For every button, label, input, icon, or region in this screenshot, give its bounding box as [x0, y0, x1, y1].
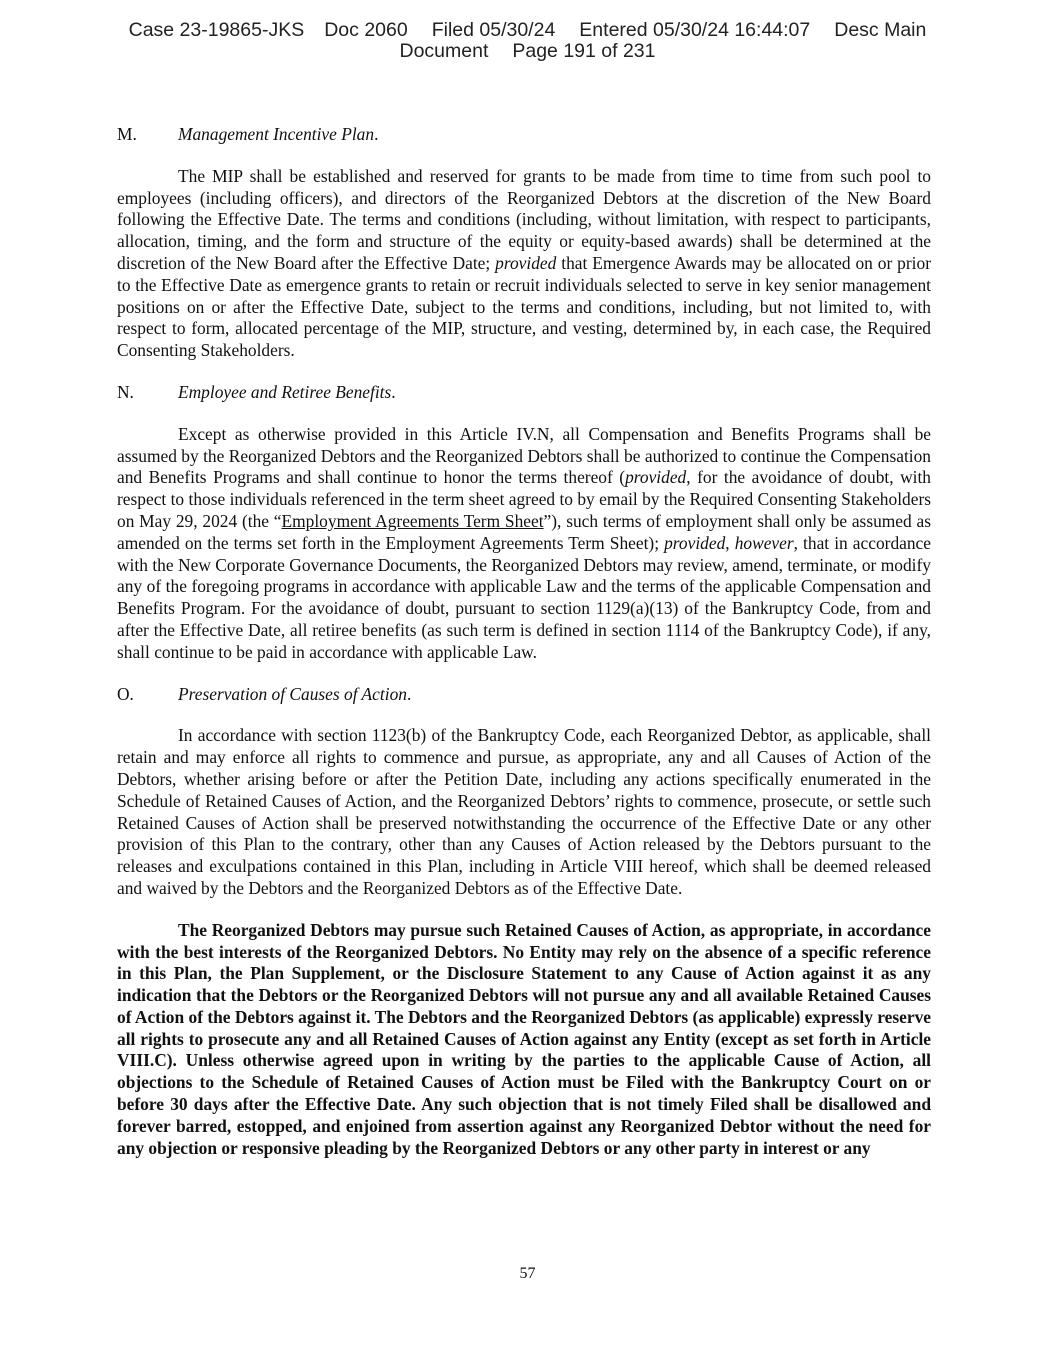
section-title: Employee and Retiree Benefits	[178, 381, 392, 402]
document-body	[117, 124, 931, 1159]
filing-header-line-1	[0, 20, 1055, 41]
section-heading-o: O. Preservation of Causes of Action.	[117, 683, 412, 704]
filing-header-line-2	[0, 41, 1055, 62]
page-number: 57	[519, 1265, 536, 1282]
page-of-total: Page 191 of 231	[512, 40, 656, 62]
filed-date: Filed 05/30/24	[431, 19, 556, 41]
doc-number: Doc 2060	[324, 19, 408, 41]
section-letter: O.	[117, 683, 134, 704]
section-title: Management Incentive Plan	[178, 124, 375, 144]
section-letter: N.	[117, 381, 134, 402]
paragraph-benefits: Except as otherwise provided in this Article IV.N, all Compensation and Benefits Programs shall be assumed by the Reorganized Debtors and the Reorganized Debtors shall be authorized to continue the Compensation and Benefits Programs and shall continue to honor the terms thereof (provided, for the avoidance of doubt, with respect to those individuals referenced in the term sheet agreed to by email by the Required Consenting Stakeholders on May 29, 2024 (the “Employment Agreements Term Sheet”), such terms of employment shall only be assumed as amended on the terms set forth in the Employment Agreements Term Sheet); provided, however, that in accordance with the New Corporate Governance Documents, the Reorganized Debtors may review, amend, terminate, or modify any of the foregoing programs in accordance with applicable Law and the terms of the applicable Compensation and Benefits Program. For the avoidance of doubt, pursuant to section 1129(a)(13) of the Bankruptcy Code, from and after the Effective Date, all retiree benefits (as such term is defined in section 1114 of the Bankruptcy Code), if any, shall continue to be paid in accordance with applicable Law.	[117, 423, 931, 662]
paragraph-causes-of-action: In accordance with section 1123(b) of the Bankruptcy Code, each Reorganized Debtor, as applicable, shall retain and may enforce all rights to commence and pursue, as appropriate, any and all Causes of Action of the Debtors, whether arising before or after the Petition Date, including any actions specifically enumerated in the Schedule of Retained Causes of Action, and the Reorganized Debtors’ rights to commence, prosecute, or settle such Retained Causes of Action shall be preserved notwithstanding the occurrence of the Effective Date or any other provision of this Plan to the contrary, other than any Causes of Action released by the Debtors pursuant to the releases and exculpations contained in this Plan, including in Article VIII hereof, which shall be deemed released and waived by the Debtors and the Reorganized Debtors as of the Effective Date.	[117, 725, 931, 898]
defined-term: Employment Agreements Term Sheet	[281, 510, 544, 531]
document-label: Document	[399, 40, 489, 62]
section-heading-m: M. Management Incentive Plan.	[117, 124, 379, 144]
desc-main: Desc Main	[834, 19, 927, 41]
paragraph-mip: The MIP shall be established and reserved for grants to be made from time to time from such pool to employees (including officers), and directors of the Reorganized Debtors at the discretion of the New Board following the Effective Date. The terms and conditions (including, without limitation, with respect to participants, allocation, timing, and the form and structure of the equity or equity-based awards) shall be determined at the discretion of the New Board after the Effective Date; provided that Emergence Awards may be allocated on or prior to the Effective Date as emergence grants to retain or recruit individuals selected to serve in key senior management positions on or after the Effective Date, subject to the terms and conditions, including, but not limited to, with respect to form, allocated percentage of the MIP, structure, and vesting, determined by, in each case, the Required Consenting Stakeholders.	[117, 165, 931, 361]
section-letter: M.	[117, 124, 137, 144]
filing-header	[0, 20, 1055, 62]
case-number: Case 23-19865-JKS	[128, 19, 305, 41]
section-title: Preservation of Causes of Action	[178, 683, 407, 704]
entered-date: Entered 05/30/24 16:44:07	[579, 19, 811, 41]
section-heading-n: N. Employee and Retiree Benefits.	[117, 381, 396, 402]
paragraph-retained-causes-bold: The Reorganized Debtors may pursue such Retained Causes of Action, as appropriate, in accordance with the best interests of the Reorganized Debtors. No Entity may rely on the absence of a specific reference in this Plan, the Plan Supplement, or the Disclosure Statement to any Cause of Action against it as any indication that the Debtors or the Reorganized Debtors will not pursue any and all available Retained Causes of Action of the Debtors against it. The Debtors and the Reorganized Debtors (as applicable) expressly reserve all rights to prosecute any and all Retained Causes of Action against any Entity (except as set forth in Article VIII.C). Unless otherwise agreed upon in writing by the parties to the applicable Cause of Action, all objections to the Schedule of Retained Causes of Action must be Filed with the Bankruptcy Court on or before 30 days after the Effective Date. Any such objection that is not timely Filed shall be disallowed and forever barred, estopped, and enjoined from assertion against any Reorganized Debtor without the need for any objection or responsive pleading by the Reorganized Debtors or any other party in interest or any	[117, 919, 931, 1158]
